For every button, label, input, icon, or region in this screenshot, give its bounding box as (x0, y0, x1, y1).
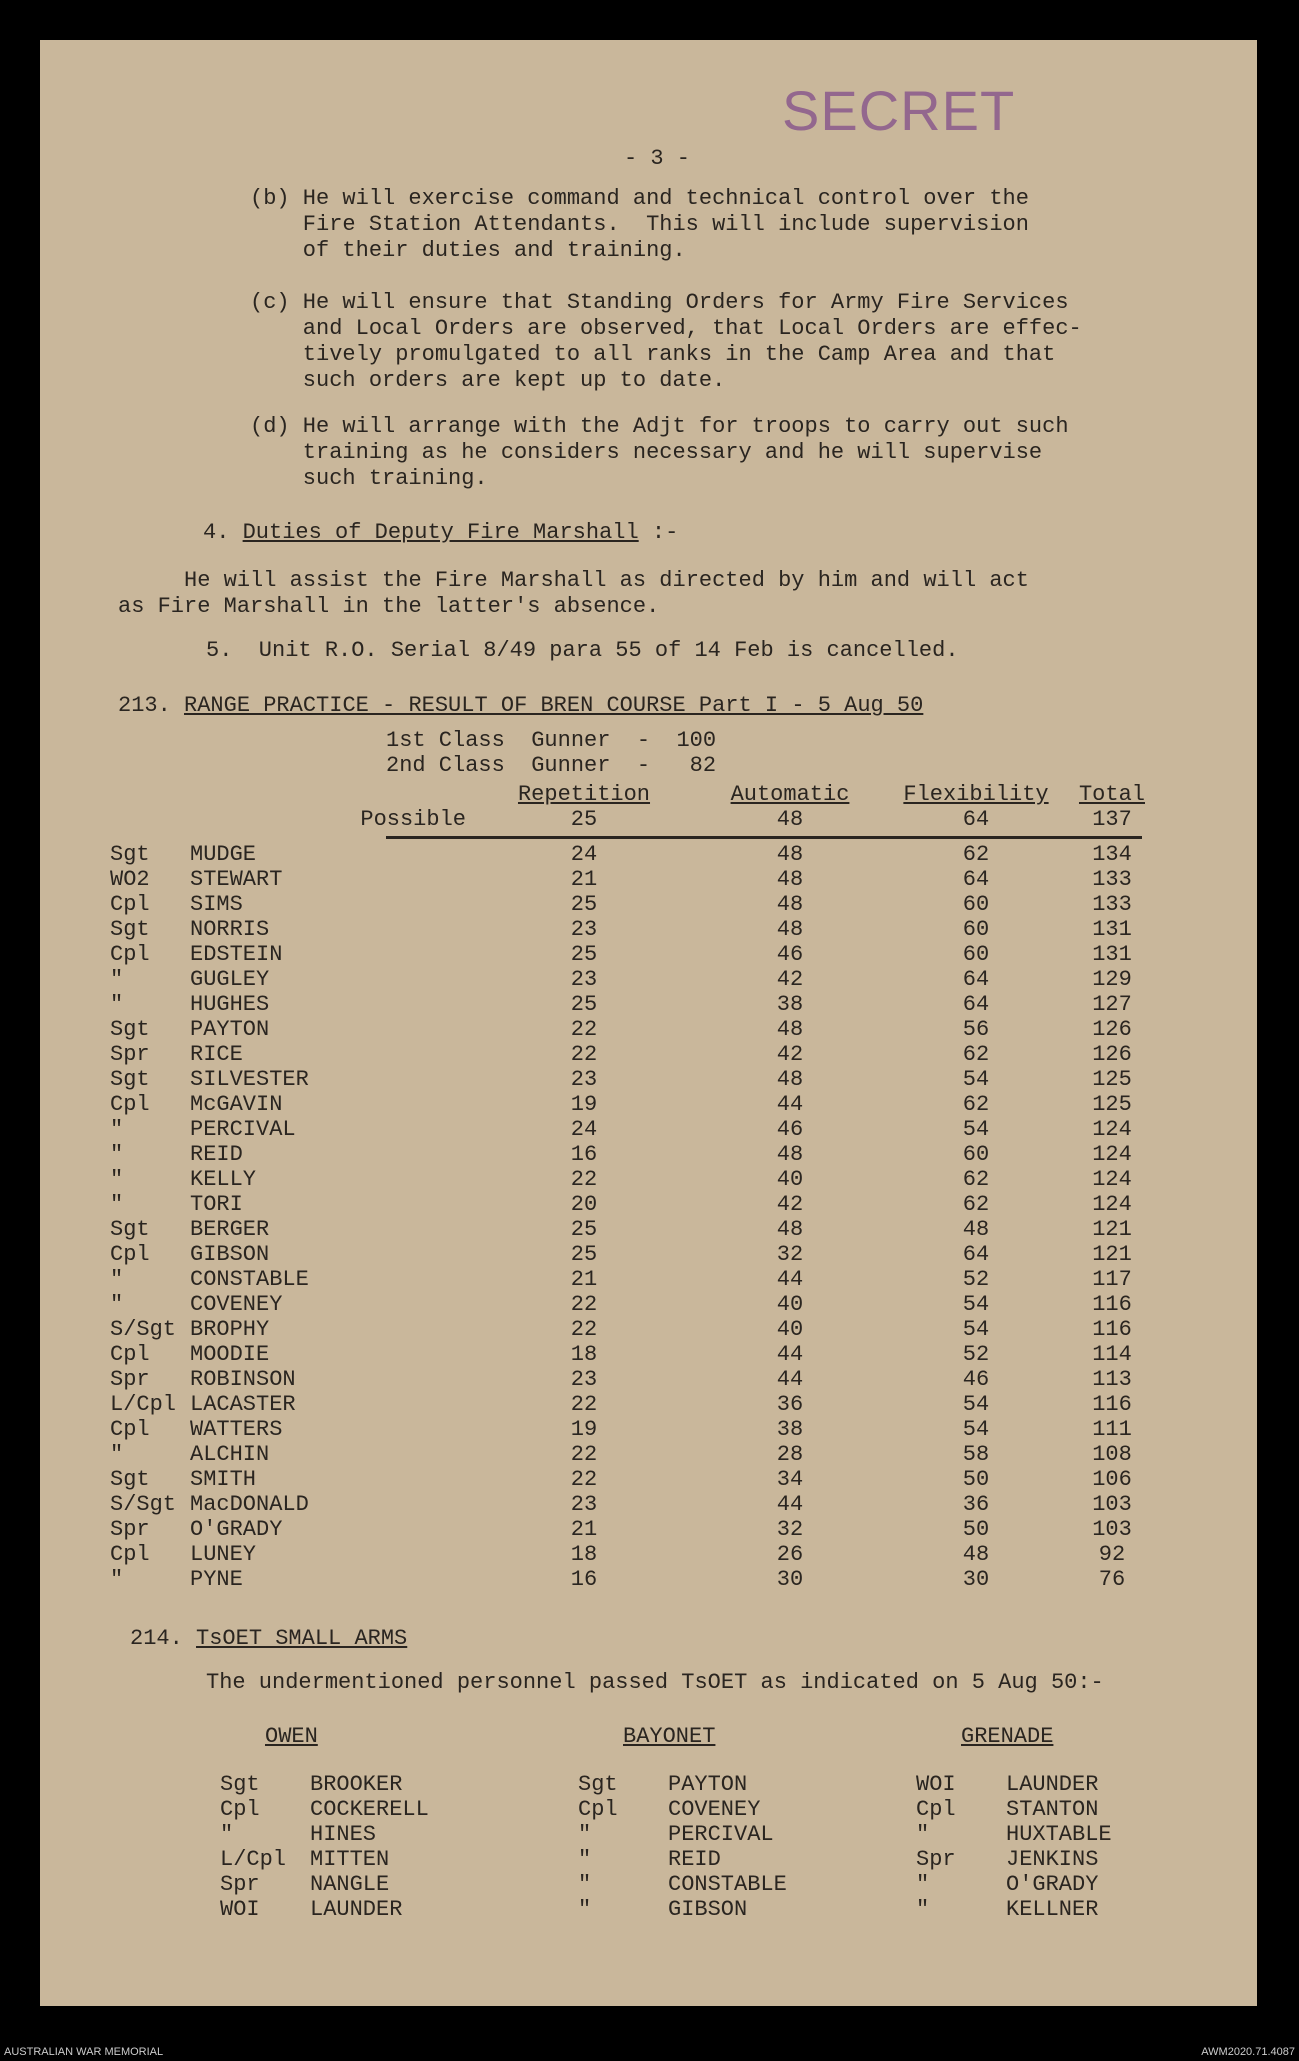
total-cell: 133 (1092, 867, 1132, 892)
total-cell: 116 (1092, 1317, 1132, 1342)
flexibility-cell: 30 (962, 1567, 990, 1592)
total-cell: 134 (1092, 842, 1132, 867)
rank-cell: " (110, 1292, 124, 1317)
rank-cell: Cpl (110, 1092, 150, 1117)
total-cell: 113 (1092, 1367, 1132, 1392)
flexibility-cell: 64 (962, 967, 990, 992)
automatic-cell: 42 (776, 967, 804, 992)
group-rank: Cpl (578, 1797, 618, 1822)
paragraph-d-line: training as he considers necessary and he will supervise (250, 440, 1043, 465)
rank-cell: " (110, 1167, 124, 1192)
group-rank: WOI (220, 1897, 260, 1922)
group-rank: " (578, 1872, 592, 1897)
rank-cell: Cpl (110, 1342, 150, 1367)
automatic-cell: 46 (776, 1117, 804, 1142)
rank-cell: " (110, 1142, 124, 1167)
paragraph-c-line: such orders are kept up to date. (250, 368, 726, 393)
automatic-cell: 44 (776, 1092, 804, 1117)
name-cell: REID (190, 1142, 243, 1167)
name-cell: MUDGE (190, 842, 257, 867)
automatic-cell: 32 (776, 1517, 804, 1542)
name-cell: PYNE (190, 1567, 243, 1592)
flexibility-cell: 50 (962, 1517, 990, 1542)
name-cell: MOODIE (190, 1342, 270, 1367)
table-row (110, 1442, 1150, 1467)
repetition-cell: 25 (570, 942, 598, 967)
table-row (110, 1317, 1150, 1342)
automatic-cell: 30 (776, 1567, 804, 1592)
name-cell: TORI (190, 1192, 243, 1217)
name-cell: BERGER (190, 1217, 270, 1242)
group-rank: " (578, 1822, 592, 1847)
table-row (110, 1492, 1150, 1517)
total-cell: 126 (1092, 1042, 1132, 1067)
name-cell: SILVESTER (190, 1067, 309, 1092)
possible-value: 48 (776, 807, 804, 832)
rank-cell: " (110, 1442, 124, 1467)
rank-cell: Sgt (110, 1217, 150, 1242)
rank-cell: WO2 (110, 867, 150, 892)
table-row (110, 1292, 1150, 1317)
name-cell: SIMS (190, 892, 243, 917)
group-name: GIBSON (668, 1897, 748, 1922)
flexibility-cell: 54 (962, 1317, 990, 1342)
second-class-gunner: 2nd Class Gunner - 82 (386, 753, 717, 778)
paragraph-b-line: Fire Station Attendants. This will include supervision (250, 212, 1029, 237)
group-title: BAYONET (623, 1724, 716, 1749)
group-name: NANGLE (310, 1872, 390, 1897)
name-cell: KELLY (190, 1167, 257, 1192)
col-header-total: Total (1078, 782, 1145, 807)
group-name: PERCIVAL (668, 1822, 774, 1847)
flexibility-cell: 54 (962, 1392, 990, 1417)
name-cell: O'GRADY (190, 1517, 283, 1542)
rank-cell: " (110, 1567, 124, 1592)
name-cell: EDSTEIN (190, 942, 283, 967)
automatic-cell: 32 (776, 1242, 804, 1267)
table-row (110, 1067, 1150, 1092)
secret-stamp: SECRET (782, 79, 1016, 142)
paragraph-d-line: such training. (250, 466, 488, 491)
rank-cell: Cpl (110, 1242, 150, 1267)
section-heading: Duties of Deputy Fire Marshall (242, 520, 639, 545)
repetition-cell: 23 (570, 967, 598, 992)
flexibility-cell: 58 (962, 1442, 990, 1467)
name-cell: LACASTER (190, 1392, 296, 1417)
section-number: 4. (203, 520, 230, 545)
rank-cell: S/Sgt (110, 1317, 177, 1342)
section-213-title (118, 693, 923, 719)
flexibility-cell: 54 (962, 1417, 990, 1442)
flexibility-cell: 62 (962, 1167, 990, 1192)
section-4 (203, 520, 678, 546)
section-heading: TsOET SMALL ARMS (196, 1626, 408, 1651)
flexibility-cell: 54 (962, 1067, 990, 1092)
total-cell: 121 (1092, 1242, 1132, 1267)
group-rank: WOI (916, 1772, 956, 1797)
table-row (110, 1042, 1150, 1067)
automatic-cell: 40 (776, 1167, 804, 1192)
footer-left: AUSTRALIAN WAR MEMORIAL (4, 2046, 164, 2058)
section-number: 214. (130, 1626, 183, 1651)
table-row (110, 917, 1150, 942)
repetition-cell: 22 (570, 1017, 598, 1042)
repetition-cell: 23 (570, 1067, 598, 1092)
name-cell: GUGLEY (190, 967, 270, 992)
rank-cell: " (110, 1117, 124, 1142)
flexibility-cell: 62 (962, 1092, 990, 1117)
section-5: 5. Unit R.O. Serial 8/49 para 55 of 14 Feb is cancelled. (206, 638, 959, 663)
paragraph-d-line: (d) He will arrange with the Adjt for troops to carry out such (250, 414, 1069, 439)
total-cell: 126 (1092, 1017, 1132, 1042)
total-cell: 111 (1092, 1417, 1132, 1442)
automatic-cell: 48 (776, 1142, 804, 1167)
table-row (110, 1392, 1150, 1417)
section-4-line-1: He will assist the Fire Marshall as directed by him and will act (118, 568, 1029, 593)
automatic-cell: 36 (776, 1392, 804, 1417)
table-row (110, 1517, 1150, 1542)
table-row (110, 1242, 1150, 1267)
group-rank: Spr (916, 1847, 956, 1872)
table-row (110, 1367, 1150, 1392)
table-row (110, 867, 1150, 892)
group-rank: Cpl (916, 1797, 956, 1822)
group-title: GRENADE (961, 1724, 1054, 1749)
total-cell: 131 (1092, 942, 1132, 967)
group-rank: Cpl (220, 1797, 260, 1822)
repetition-cell: 20 (570, 1192, 598, 1217)
flexibility-cell: 48 (962, 1542, 990, 1567)
flexibility-cell: 48 (962, 1217, 990, 1242)
flexibility-cell: 54 (962, 1117, 990, 1142)
automatic-cell: 26 (776, 1542, 804, 1567)
col-header-automatic: Automatic (730, 782, 850, 807)
group-rank: " (916, 1897, 930, 1922)
flexibility-cell: 52 (962, 1267, 990, 1292)
total-cell: 103 (1092, 1492, 1132, 1517)
rank-cell: Sgt (110, 1017, 150, 1042)
automatic-cell: 44 (776, 1492, 804, 1517)
group-name: MITTEN (310, 1847, 390, 1872)
rank-cell: S/Sgt (110, 1492, 177, 1517)
section-heading: RANGE PRACTICE - RESULT OF BREN COURSE Part I - 5 Aug 50 (184, 693, 924, 718)
table-row (110, 1542, 1150, 1567)
total-cell: 125 (1092, 1067, 1132, 1092)
table-row (110, 892, 1150, 917)
repetition-cell: 19 (570, 1417, 598, 1442)
table-row (110, 1142, 1150, 1167)
total-cell: 116 (1092, 1392, 1132, 1417)
name-cell: LUNEY (190, 1542, 257, 1567)
flexibility-cell: 54 (962, 1292, 990, 1317)
repetition-cell: 25 (570, 992, 598, 1017)
first-class-gunner: 1st Class Gunner - 100 (386, 728, 717, 753)
group-name: CONSTABLE (668, 1872, 787, 1897)
repetition-cell: 16 (570, 1142, 598, 1167)
total-cell: 125 (1092, 1092, 1132, 1117)
automatic-cell: 38 (776, 992, 804, 1017)
name-cell: BROPHY (190, 1317, 270, 1342)
flexibility-cell: 46 (962, 1367, 990, 1392)
group-name: KELLNER (1006, 1897, 1099, 1922)
name-cell: GIBSON (190, 1242, 270, 1267)
total-cell: 76 (1098, 1567, 1126, 1592)
rank-cell: " (110, 992, 124, 1017)
rank-cell: Cpl (110, 1417, 150, 1442)
group-name: COVENEY (668, 1797, 761, 1822)
group-rank: L/Cpl (220, 1847, 287, 1872)
paragraph-c-line: (c) He will ensure that Standing Orders for Army Fire Services (250, 290, 1069, 315)
paragraph-c-line: tively promulgated to all ranks in the Camp Area and that (250, 342, 1056, 367)
total-cell: 121 (1092, 1217, 1132, 1242)
automatic-cell: 42 (776, 1042, 804, 1067)
repetition-cell: 21 (570, 1517, 598, 1542)
flexibility-cell: 36 (962, 1492, 990, 1517)
rank-cell: Cpl (110, 892, 150, 917)
heading-suffix: :- (638, 520, 679, 545)
table-row (110, 1217, 1150, 1242)
total-cell: 117 (1092, 1267, 1132, 1292)
name-cell: McGAVIN (190, 1092, 283, 1117)
rank-cell: Sgt (110, 842, 150, 867)
col-header-repetition: Repetition (517, 782, 651, 807)
possible-label: Possible (360, 807, 466, 832)
automatic-cell: 48 (776, 842, 804, 867)
total-cell: 124 (1092, 1117, 1132, 1142)
table-row (110, 1167, 1150, 1192)
total-cell: 116 (1092, 1292, 1132, 1317)
section-number: 213. (118, 693, 171, 718)
section-214-title (130, 1626, 407, 1652)
repetition-cell: 19 (570, 1092, 598, 1117)
table-row (110, 967, 1150, 992)
automatic-cell: 44 (776, 1367, 804, 1392)
table-row (110, 1267, 1150, 1292)
repetition-cell: 21 (570, 1267, 598, 1292)
repetition-cell: 22 (570, 1442, 598, 1467)
repetition-cell: 22 (570, 1042, 598, 1067)
footer-right: AWM2020.71.4087 (1201, 2046, 1295, 2058)
automatic-cell: 44 (776, 1267, 804, 1292)
name-cell: CONSTABLE (190, 1267, 309, 1292)
automatic-cell: 44 (776, 1342, 804, 1367)
rank-cell: " (110, 1192, 124, 1217)
table-row (110, 1467, 1150, 1492)
flexibility-cell: 60 (962, 942, 990, 967)
name-cell: WATTERS (190, 1417, 283, 1442)
repetition-cell: 22 (570, 1317, 598, 1342)
total-cell: 106 (1092, 1467, 1132, 1492)
automatic-cell: 48 (776, 1017, 804, 1042)
repetition-cell: 21 (570, 867, 598, 892)
paragraph-b-line: of their duties and training. (250, 238, 686, 263)
flexibility-cell: 60 (962, 1142, 990, 1167)
possible-value: 64 (962, 807, 990, 832)
flexibility-cell: 60 (962, 892, 990, 917)
repetition-cell: 24 (570, 842, 598, 867)
flexibility-cell: 60 (962, 917, 990, 942)
name-cell: PERCIVAL (190, 1117, 296, 1142)
name-cell: RICE (190, 1042, 243, 1067)
flexibility-cell: 62 (962, 1192, 990, 1217)
automatic-cell: 48 (776, 867, 804, 892)
automatic-cell: 48 (776, 1067, 804, 1092)
repetition-cell: 25 (570, 892, 598, 917)
total-cell: 124 (1092, 1167, 1132, 1192)
flexibility-cell: 50 (962, 1467, 990, 1492)
automatic-cell: 46 (776, 942, 804, 967)
col-header-flexibility: Flexibility (903, 782, 1049, 807)
table-row (110, 1117, 1150, 1142)
possible-value: 137 (1092, 807, 1132, 832)
repetition-cell: 23 (570, 1492, 598, 1517)
repetition-cell: 18 (570, 1542, 598, 1567)
table-row (110, 1342, 1150, 1367)
name-cell: SMITH (190, 1467, 257, 1492)
repetition-cell: 25 (570, 1217, 598, 1242)
rank-cell: Spr (110, 1367, 150, 1392)
automatic-cell: 28 (776, 1442, 804, 1467)
group-title: OWEN (265, 1724, 318, 1749)
total-cell: 124 (1092, 1142, 1132, 1167)
group-name: HUXTABLE (1006, 1822, 1112, 1847)
paragraph-b-line: (b) He will exercise command and technical control over the (250, 186, 1029, 211)
repetition-cell: 22 (570, 1292, 598, 1317)
group-rank: " (578, 1897, 592, 1922)
rank-cell: Cpl (110, 1542, 150, 1567)
total-cell: 92 (1098, 1542, 1126, 1567)
name-cell: MacDONALD (190, 1492, 309, 1517)
total-cell: 103 (1092, 1517, 1132, 1542)
rank-cell: " (110, 967, 124, 992)
total-cell: 114 (1092, 1342, 1132, 1367)
name-cell: HUGHES (190, 992, 270, 1017)
flexibility-cell: 56 (962, 1017, 990, 1042)
automatic-cell: 34 (776, 1467, 804, 1492)
possible-value: 25 (570, 807, 598, 832)
paragraph-c-line: and Local Orders are observed, that Local Orders are effec- (250, 316, 1082, 341)
group-name: LAUNDER (1006, 1772, 1099, 1797)
total-cell: 133 (1092, 892, 1132, 917)
flexibility-cell: 62 (962, 842, 990, 867)
total-cell: 124 (1092, 1192, 1132, 1217)
section-4-line-2: as Fire Marshall in the latter's absence. (118, 594, 660, 619)
name-cell: ROBINSON (190, 1367, 296, 1392)
group-name: HINES (310, 1822, 377, 1847)
repetition-cell: 22 (570, 1392, 598, 1417)
group-rank: Sgt (220, 1772, 260, 1797)
name-cell: STEWART (190, 867, 283, 892)
bren-results-table (110, 782, 1150, 1592)
table-row (110, 992, 1150, 1017)
repetition-cell: 18 (570, 1342, 598, 1367)
automatic-cell: 40 (776, 1317, 804, 1342)
table-row (110, 1092, 1150, 1117)
group-rank: Sgt (578, 1772, 618, 1797)
table-row (110, 1567, 1150, 1592)
flexibility-cell: 62 (962, 1042, 990, 1067)
repetition-cell: 22 (570, 1467, 598, 1492)
section-214-intro: The undermentioned personnel passed TsOET as indicated on 5 Aug 50:- (206, 1670, 1104, 1695)
total-cell: 127 (1092, 992, 1132, 1017)
group-name: JENKINS (1006, 1847, 1099, 1872)
rank-cell: Spr (110, 1042, 150, 1067)
repetition-cell: 24 (570, 1117, 598, 1142)
repetition-cell: 25 (570, 1242, 598, 1267)
total-cell: 108 (1092, 1442, 1132, 1467)
repetition-cell: 22 (570, 1167, 598, 1192)
automatic-cell: 40 (776, 1292, 804, 1317)
table-row (110, 842, 1150, 867)
group-rank: Spr (220, 1872, 260, 1897)
group-rank: " (578, 1847, 592, 1872)
rank-cell: Sgt (110, 1067, 150, 1092)
group-rank: " (220, 1822, 234, 1847)
group-name: REID (668, 1847, 721, 1872)
name-cell: ALCHIN (190, 1442, 270, 1467)
repetition-cell: 23 (570, 917, 598, 942)
flexibility-cell: 52 (962, 1342, 990, 1367)
name-cell: NORRIS (190, 917, 270, 942)
rank-cell: Sgt (110, 917, 150, 942)
repetition-cell: 23 (570, 1367, 598, 1392)
rank-cell: " (110, 1267, 124, 1292)
group-name: COCKERELL (310, 1797, 429, 1822)
flexibility-cell: 64 (962, 992, 990, 1017)
table-row (110, 1017, 1150, 1042)
total-cell: 129 (1092, 967, 1132, 992)
rank-cell: L/Cpl (110, 1392, 177, 1417)
group-name: STANTON (1006, 1797, 1099, 1822)
rank-cell: Cpl (110, 942, 150, 967)
name-cell: COVENEY (190, 1292, 283, 1317)
table-row (110, 1192, 1150, 1217)
table-row (110, 1417, 1150, 1442)
automatic-cell: 42 (776, 1192, 804, 1217)
name-cell: PAYTON (190, 1017, 270, 1042)
automatic-cell: 48 (776, 917, 804, 942)
rank-cell: Sgt (110, 1467, 150, 1492)
rank-cell: Spr (110, 1517, 150, 1542)
automatic-cell: 48 (776, 1217, 804, 1242)
repetition-cell: 16 (570, 1567, 598, 1592)
group-name: BROOKER (310, 1772, 403, 1797)
page-number: - 3 - (624, 146, 691, 171)
flexibility-cell: 64 (962, 1242, 990, 1267)
group-name: O'GRADY (1006, 1872, 1099, 1897)
group-name: LAUNDER (310, 1897, 403, 1922)
automatic-cell: 38 (776, 1417, 804, 1442)
flexibility-cell: 64 (962, 867, 990, 892)
group-rank: " (916, 1872, 930, 1897)
group-rank: " (916, 1822, 930, 1847)
table-row (110, 942, 1150, 967)
total-cell: 131 (1092, 917, 1132, 942)
group-name: PAYTON (668, 1772, 748, 1797)
automatic-cell: 48 (776, 892, 804, 917)
